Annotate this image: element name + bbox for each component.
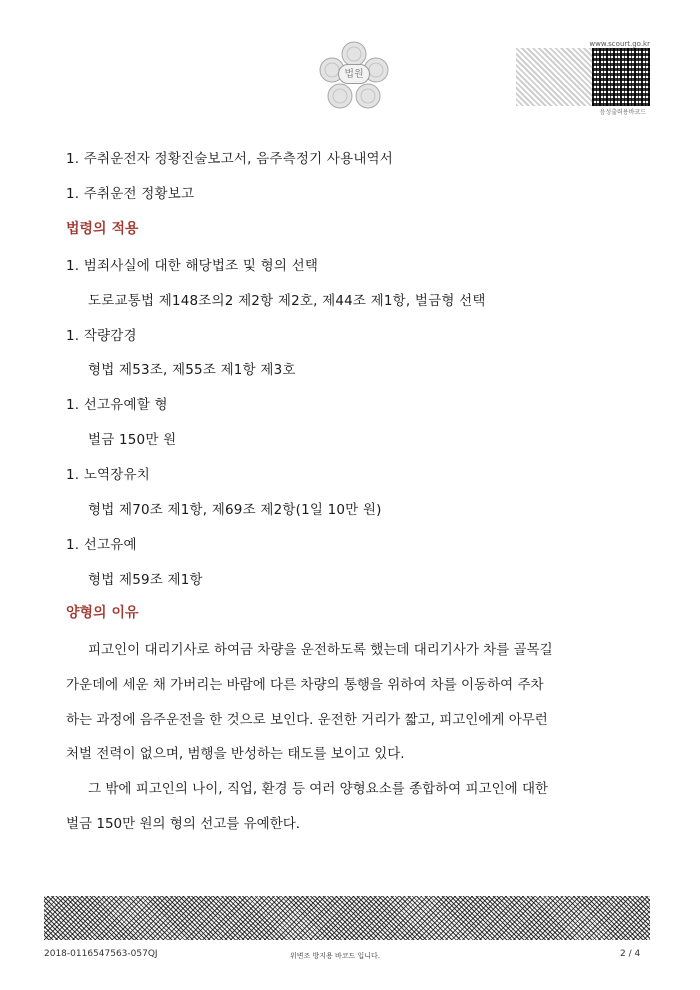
court-url: www.scourt.go.kr <box>589 40 650 48</box>
law-item-body: 벌금 150만 원 <box>88 432 177 448</box>
law-item-title: 1. 작량감경 <box>66 328 137 344</box>
page-number: 2 / 4 <box>620 949 641 959</box>
court-emblem <box>318 40 390 112</box>
reason-line: 가운데에 세운 채 가버리는 바람에 다른 차량의 통행을 위하여 차를 이동하여 주차 <box>66 677 544 693</box>
law-item-body: 형법 제70조 제1항, 제69조 제2항(1일 10만 원) <box>88 502 382 518</box>
reason-line: 처벌 전력이 없으며, 범행을 반성하는 태도를 보이고 있다. <box>66 746 405 762</box>
barcode-notice: 위변조 방지용 바코드 입니다. <box>290 952 381 960</box>
audio-barcode-box <box>516 40 650 114</box>
law-item-body: 형법 제53조, 제55조 제1항 제3호 <box>88 362 296 378</box>
section-heading-sentencing: 양형의 이유 <box>66 605 139 621</box>
reason-line: 벌금 150만 원의 형의 선고를 유예한다. <box>66 816 301 832</box>
law-item-title: 1. 선고유예할 형 <box>66 397 168 413</box>
barcode-caption: 음성출력용바코드 <box>599 109 646 116</box>
law-item-title: 1. 노역장유치 <box>66 467 150 483</box>
evidence-item: 1. 주취운전자 정황진술보고서, 음주측정기 사용내역서 <box>66 151 394 167</box>
reason-line: 피고인이 대리기사로 하여금 차량을 운전하도록 했는데 대리기사가 차를 골목길 <box>88 642 553 658</box>
document-id: 2018-0116547563-057QJ <box>44 949 158 959</box>
law-item-title: 1. 범죄사실에 대한 해당법조 및 형의 선택 <box>66 258 319 274</box>
reason-line: 그 밖에 피고인의 나이, 직업, 환경 등 여러 양형요소를 종합하여 피고인에 대한 <box>88 781 549 797</box>
law-item-body: 도로교통법 제148조의2 제2항 제2호, 제44조 제1항, 벌금형 선택 <box>88 293 486 309</box>
section-heading-law: 법령의 적용 <box>66 221 139 237</box>
law-item-body: 형법 제59조 제1항 <box>88 572 203 588</box>
law-item-title: 1. 선고유예 <box>66 537 137 553</box>
anti-forgery-barcode <box>44 896 650 940</box>
reason-line: 하는 과정에 음주운전을 한 것으로 보인다. 운전한 거리가 짧고, 피고인에게 아무런 <box>66 712 548 728</box>
emblem-label: 법원 <box>338 64 370 84</box>
evidence-item: 1. 주취운전 정황보고 <box>66 186 195 202</box>
qr-code-icon <box>592 48 650 106</box>
